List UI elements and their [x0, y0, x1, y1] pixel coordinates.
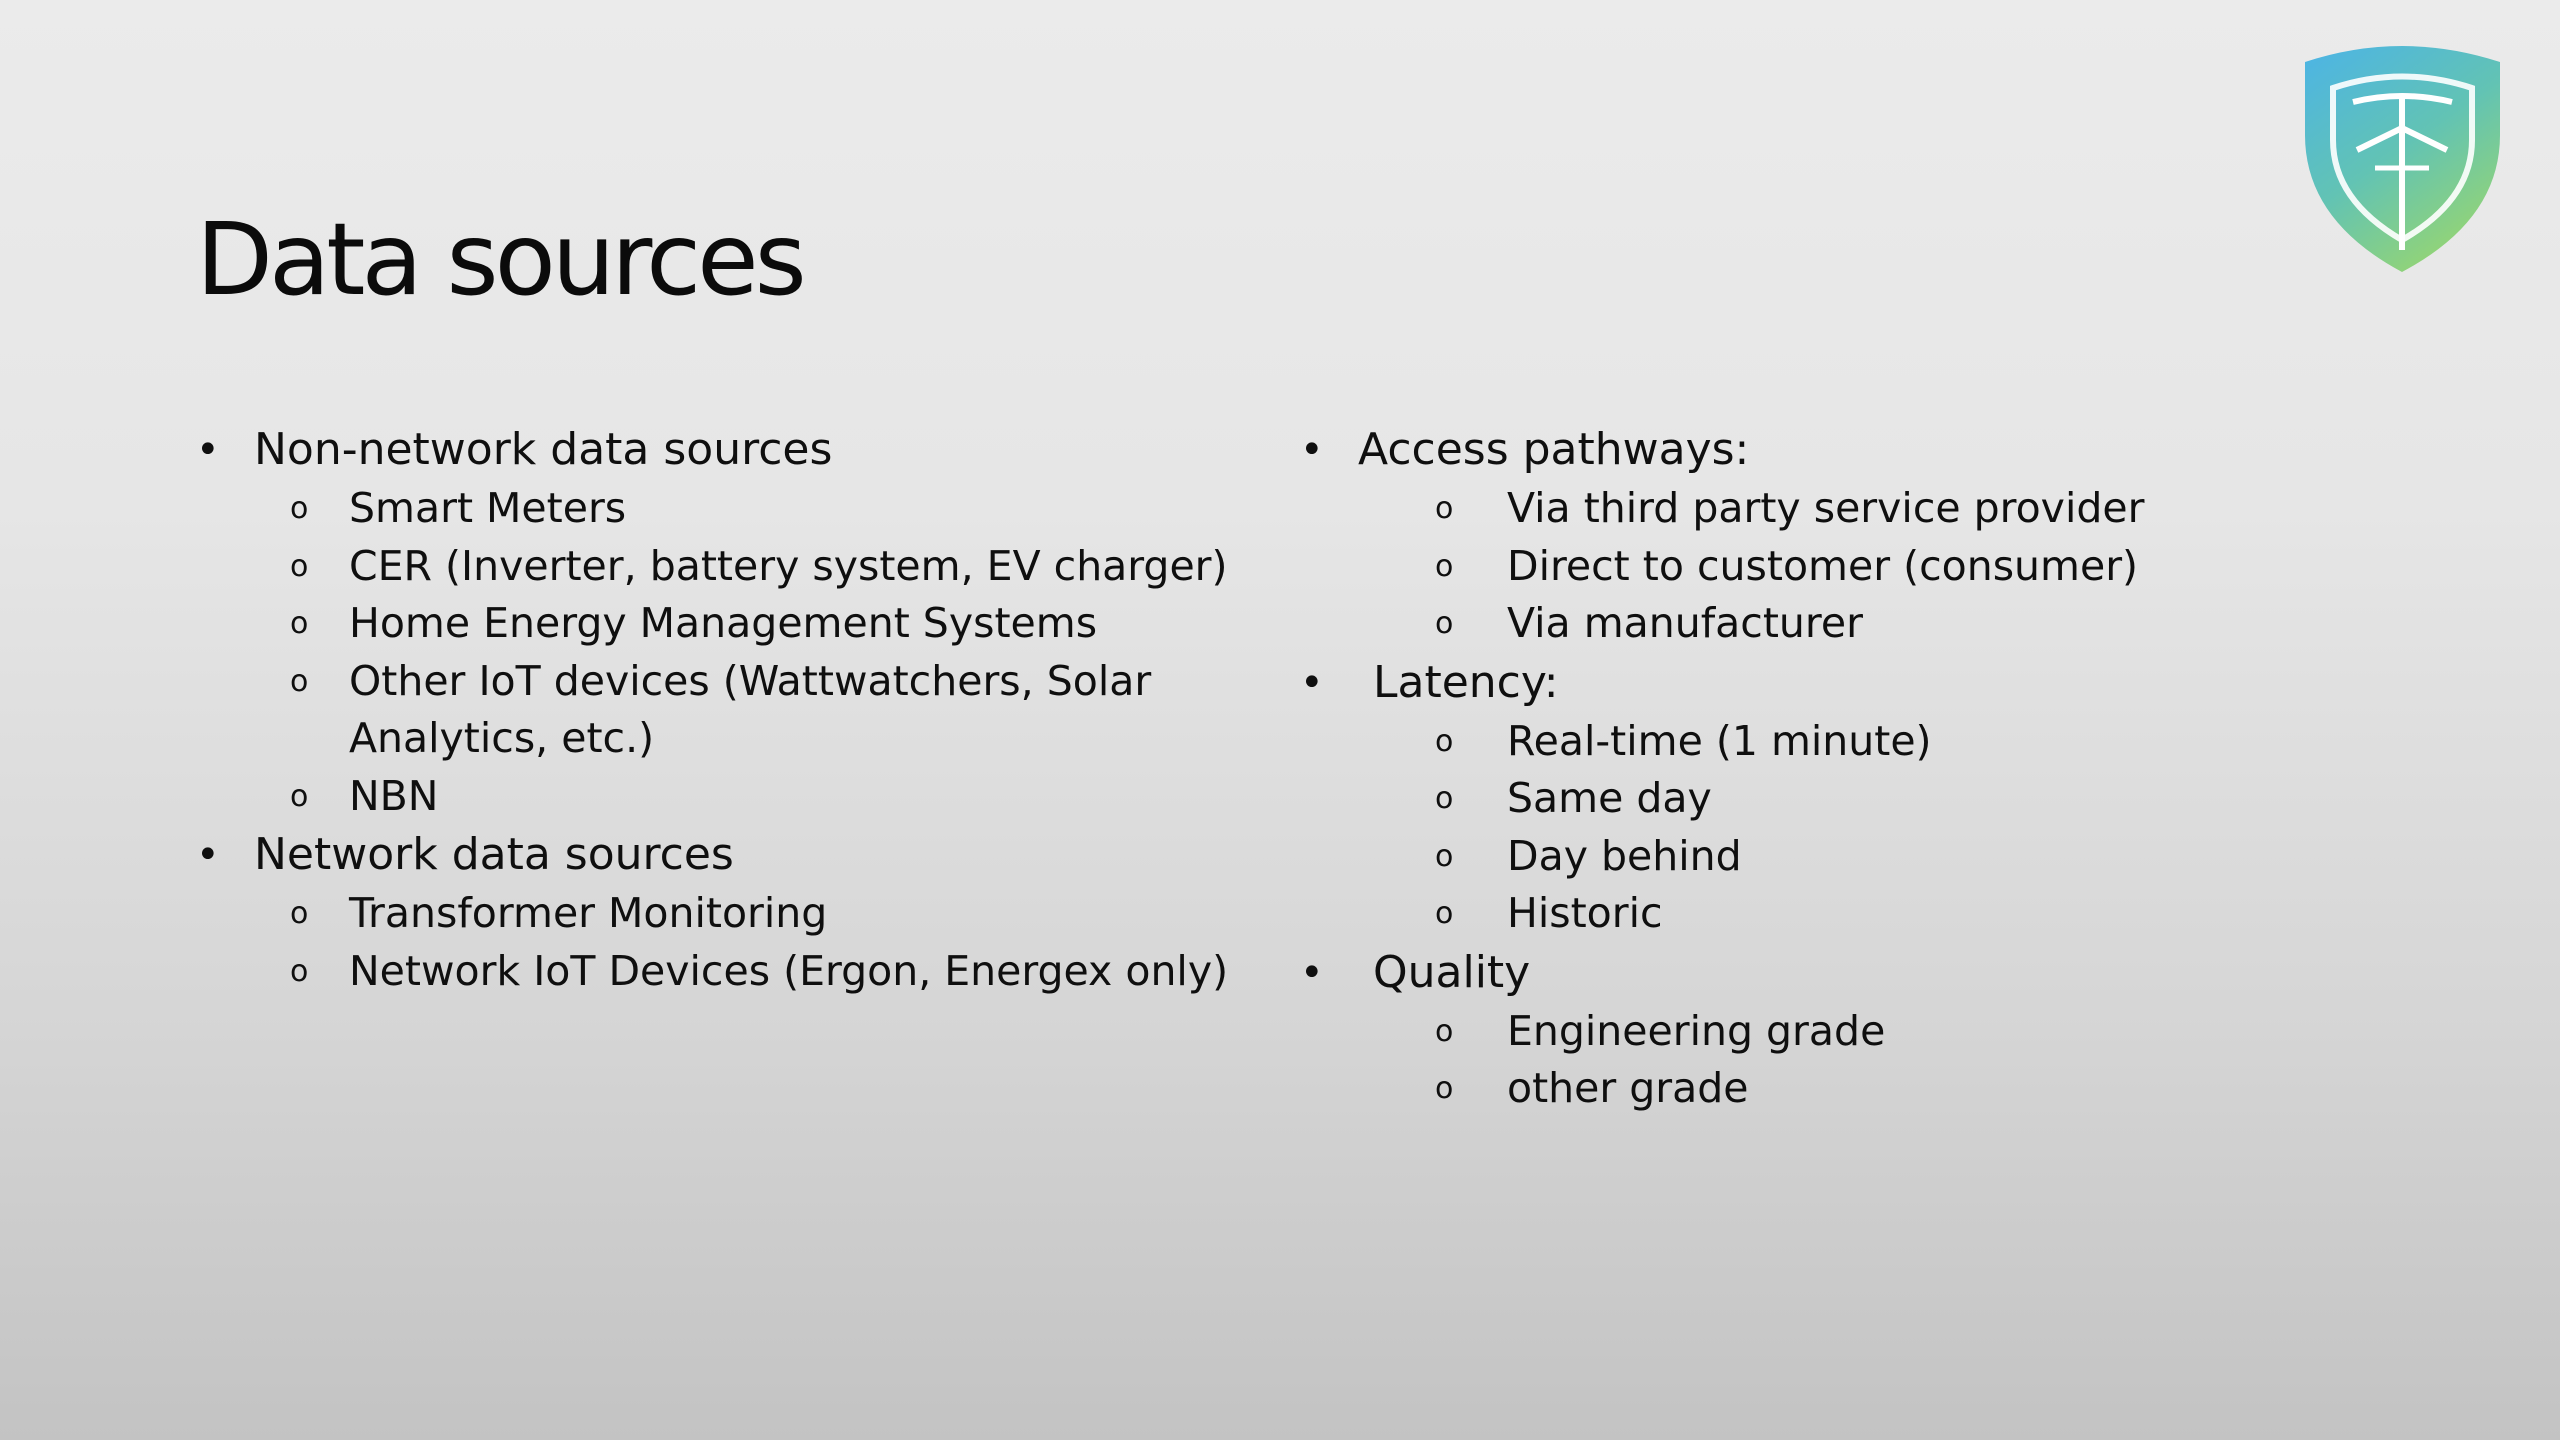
list-item [1435, 538, 2300, 596]
list-item-text: Transformer Monitoring [349, 889, 828, 937]
bullet-marker: • [1300, 427, 1324, 473]
sub-marker: o [290, 953, 309, 989]
list-item-text: Home Energy Management Systems [349, 599, 1098, 647]
list-item [290, 653, 1179, 768]
list-item-text: NBN [349, 771, 439, 820]
list-item [1435, 595, 2300, 653]
list-item-text: Network IoT Devices (Ergon, Energex only) [349, 946, 1229, 995]
left-column [196, 420, 1236, 1000]
bullet-heading: Network data sources [254, 829, 734, 880]
list-item-text: Smart Meters [349, 484, 627, 532]
bullet-heading: Quality [1373, 946, 1531, 998]
bullet-quality [1300, 943, 2300, 1118]
list-item [290, 538, 1236, 596]
list-item [1435, 1060, 2300, 1118]
bullet-heading: Latency: [1373, 656, 1559, 708]
sub-list [1358, 480, 2300, 653]
list-item [1435, 480, 2300, 538]
sub-marker: o [1435, 1071, 1454, 1106]
sub-marker: o [1435, 896, 1454, 931]
list-item-text: Via third party service provider [1507, 484, 2145, 532]
sub-marker: o [1435, 838, 1454, 874]
bullet-access-pathways [1300, 420, 2300, 653]
list-item [1435, 1003, 2300, 1061]
bullet-marker: • [196, 832, 220, 878]
list-item [290, 480, 1236, 538]
list-item [1435, 885, 2300, 943]
sub-marker: o [1435, 606, 1454, 641]
list-item [290, 885, 1236, 943]
list-item [290, 943, 1236, 1001]
list-item [1435, 828, 2300, 886]
bullet-heading: Non-network data sources [254, 424, 833, 475]
sub-marker: o [1435, 1013, 1454, 1049]
list-item-text: Real-time (1 minute) [1507, 716, 1932, 765]
sub-marker: o [290, 606, 309, 641]
sub-list [254, 480, 1236, 825]
list-item [1435, 770, 2300, 828]
sub-marker: o [290, 663, 309, 699]
sub-list [1358, 1003, 2300, 1118]
list-item-text: Day behind [1507, 831, 1742, 880]
sub-marker: o [1435, 491, 1454, 526]
list-item [290, 595, 1236, 653]
list-item-text: Engineering grade [1507, 1006, 1886, 1055]
bullet-marker: • [196, 427, 220, 473]
sub-marker: o [1435, 723, 1454, 759]
sub-list [254, 885, 1236, 1000]
bullet-marker: • [1300, 659, 1324, 706]
bullet-non-network [196, 420, 1236, 825]
slide-title: Data sources [196, 201, 803, 318]
sub-marker: o [290, 778, 309, 814]
list-item [290, 768, 1236, 826]
sub-marker: o [1435, 781, 1454, 816]
list-item-text: Other IoT devices (Wattwatchers, Solar Analytics, etc.) [349, 656, 1152, 762]
list-item-text: CER (Inverter, battery system, EV charger) [349, 541, 1228, 590]
list-item-text: Via manufacturer [1507, 599, 1863, 647]
list-item [1435, 713, 2300, 771]
list-item-text: Same day [1507, 774, 1712, 822]
sub-marker: o [1435, 548, 1454, 584]
list-item-text: other grade [1507, 1064, 1749, 1112]
list-item-text: Direct to customer (consumer) [1507, 541, 2139, 590]
bullet-latency [1300, 653, 2300, 943]
sub-list [1358, 713, 2300, 943]
right-column [1300, 420, 2300, 1118]
sub-marker: o [290, 896, 309, 931]
bullet-marker: • [1300, 949, 1324, 996]
list-item-text: Historic [1507, 889, 1663, 937]
sub-marker: o [290, 491, 309, 526]
bullet-heading: Access pathways: [1358, 424, 1750, 475]
sub-marker: o [290, 548, 309, 584]
bullet-network [196, 825, 1236, 1000]
shield-logo-icon [2295, 40, 2510, 275]
